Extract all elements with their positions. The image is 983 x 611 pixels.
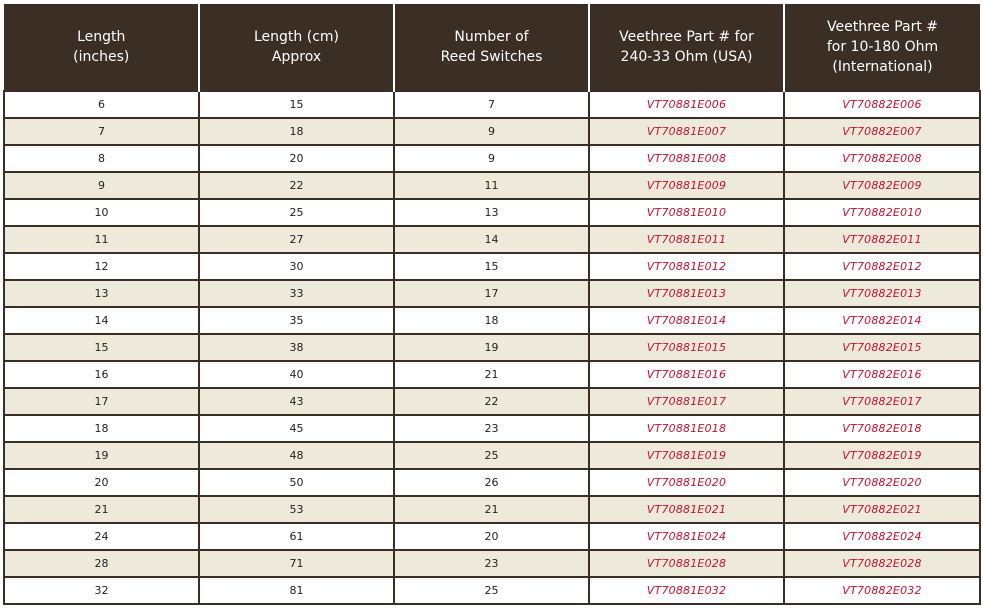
cell-length-cm: 61	[199, 523, 394, 550]
header-text-line: (inches)	[73, 49, 130, 65]
header-reed-switches	[394, 4, 589, 91]
cell-part-international: VT70882E015	[784, 334, 980, 361]
cell-length-inches: 14	[4, 307, 199, 334]
header-text-line: Reed Switches	[440, 49, 543, 65]
cell-part-usa: VT70881E024	[589, 523, 784, 550]
cell-length-inches: 9	[4, 172, 199, 199]
cell-reed-switches: 21	[394, 496, 589, 523]
header-text-line: Veethree Part #	[826, 19, 939, 35]
table-row	[4, 496, 980, 523]
cell-reed-switches: 9	[394, 118, 589, 145]
cell-part-international: VT70882E018	[784, 415, 980, 442]
cell-part-international: VT70882E009	[784, 172, 980, 199]
cell-reed-switches: 25	[394, 577, 589, 604]
table-row	[4, 388, 980, 415]
table-row	[4, 415, 980, 442]
table-row	[4, 91, 980, 118]
header-length-cm	[199, 4, 394, 91]
cell-length-cm: 33	[199, 280, 394, 307]
cell-length-inches: 20	[4, 469, 199, 496]
cell-length-cm: 30	[199, 253, 394, 280]
cell-length-inches: 18	[4, 415, 199, 442]
reed-switch-parts-table	[3, 4, 981, 605]
cell-length-cm: 25	[199, 199, 394, 226]
table-row	[4, 334, 980, 361]
cell-part-international: VT70882E014	[784, 307, 980, 334]
cell-part-usa: VT70881E008	[589, 145, 784, 172]
table-row	[4, 199, 980, 226]
header-text-line: Length	[77, 29, 126, 45]
cell-part-usa: VT70881E013	[589, 280, 784, 307]
cell-part-international: VT70882E020	[784, 469, 980, 496]
cell-length-inches: 15	[4, 334, 199, 361]
table-row	[4, 523, 980, 550]
cell-length-cm: 40	[199, 361, 394, 388]
cell-part-usa: VT70881E028	[589, 550, 784, 577]
cell-length-cm: 43	[199, 388, 394, 415]
cell-length-inches: 11	[4, 226, 199, 253]
cell-part-usa: VT70881E010	[589, 199, 784, 226]
header-text-line: Veethree Part # for	[619, 29, 754, 45]
cell-length-cm: 22	[199, 172, 394, 199]
cell-part-usa: VT70881E021	[589, 496, 784, 523]
table-row	[4, 307, 980, 334]
table-body	[4, 91, 980, 604]
cell-part-international: VT70882E008	[784, 145, 980, 172]
cell-reed-switches: 25	[394, 442, 589, 469]
cell-part-usa: VT70881E006	[589, 91, 784, 118]
cell-part-international: VT70882E017	[784, 388, 980, 415]
cell-length-inches: 19	[4, 442, 199, 469]
cell-length-inches: 6	[4, 91, 199, 118]
cell-part-international: VT70882E011	[784, 226, 980, 253]
cell-length-inches: 8	[4, 145, 199, 172]
cell-part-usa: VT70881E011	[589, 226, 784, 253]
cell-part-usa: VT70881E015	[589, 334, 784, 361]
table-row	[4, 172, 980, 199]
cell-reed-switches: 15	[394, 253, 589, 280]
table-row	[4, 577, 980, 604]
cell-part-international: VT70882E028	[784, 550, 980, 577]
cell-part-international: VT70882E006	[784, 91, 980, 118]
header-text-line: (International)	[832, 59, 933, 75]
cell-length-cm: 35	[199, 307, 394, 334]
cell-part-usa: VT70881E032	[589, 577, 784, 604]
cell-reed-switches: 18	[394, 307, 589, 334]
table-row	[4, 361, 980, 388]
cell-length-cm: 20	[199, 145, 394, 172]
cell-length-inches: 32	[4, 577, 199, 604]
table-row	[4, 442, 980, 469]
table-row	[4, 469, 980, 496]
cell-reed-switches: 17	[394, 280, 589, 307]
header-text-line: Length (cm)	[254, 29, 339, 45]
cell-part-international: VT70882E007	[784, 118, 980, 145]
cell-length-cm: 50	[199, 469, 394, 496]
header-text-line: Number of	[454, 29, 529, 45]
header-text-line: 240-33 Ohm (USA)	[620, 49, 753, 65]
header-length-inches	[4, 4, 199, 91]
header-part-usa	[589, 4, 784, 91]
cell-part-usa: VT70881E009	[589, 172, 784, 199]
cell-part-usa: VT70881E007	[589, 118, 784, 145]
cell-length-cm: 45	[199, 415, 394, 442]
cell-reed-switches: 20	[394, 523, 589, 550]
cell-length-inches: 12	[4, 253, 199, 280]
cell-part-usa: VT70881E020	[589, 469, 784, 496]
cell-length-cm: 15	[199, 91, 394, 118]
cell-part-usa: VT70881E016	[589, 361, 784, 388]
cell-part-international: VT70882E021	[784, 496, 980, 523]
table-row	[4, 280, 980, 307]
cell-reed-switches: 11	[394, 172, 589, 199]
table-header-row	[4, 4, 980, 91]
cell-reed-switches: 7	[394, 91, 589, 118]
cell-reed-switches: 22	[394, 388, 589, 415]
cell-part-international: VT70882E013	[784, 280, 980, 307]
cell-reed-switches: 19	[394, 334, 589, 361]
cell-reed-switches: 23	[394, 550, 589, 577]
cell-reed-switches: 26	[394, 469, 589, 496]
parts-table-container	[3, 4, 979, 605]
cell-part-usa: VT70881E014	[589, 307, 784, 334]
cell-length-cm: 48	[199, 442, 394, 469]
cell-part-usa: VT70881E018	[589, 415, 784, 442]
cell-length-inches: 21	[4, 496, 199, 523]
table-row	[4, 118, 980, 145]
cell-reed-switches: 14	[394, 226, 589, 253]
cell-reed-switches: 9	[394, 145, 589, 172]
cell-part-usa: VT70881E012	[589, 253, 784, 280]
cell-length-inches: 10	[4, 199, 199, 226]
cell-part-international: VT70882E012	[784, 253, 980, 280]
cell-reed-switches: 13	[394, 199, 589, 226]
cell-length-inches: 7	[4, 118, 199, 145]
cell-part-international: VT70882E032	[784, 577, 980, 604]
cell-length-inches: 24	[4, 523, 199, 550]
header-text-line: Approx	[271, 49, 322, 65]
cell-length-cm: 38	[199, 334, 394, 361]
header-part-international	[784, 4, 980, 91]
cell-reed-switches: 21	[394, 361, 589, 388]
cell-length-inches: 13	[4, 280, 199, 307]
table-row	[4, 253, 980, 280]
cell-length-cm: 18	[199, 118, 394, 145]
table-row	[4, 226, 980, 253]
cell-length-cm: 81	[199, 577, 394, 604]
cell-length-inches: 17	[4, 388, 199, 415]
cell-reed-switches: 23	[394, 415, 589, 442]
cell-part-usa: VT70881E017	[589, 388, 784, 415]
table-row	[4, 145, 980, 172]
cell-part-international: VT70882E016	[784, 361, 980, 388]
cell-length-cm: 27	[199, 226, 394, 253]
cell-part-international: VT70882E019	[784, 442, 980, 469]
table-row	[4, 550, 980, 577]
cell-length-inches: 28	[4, 550, 199, 577]
header-text-line: for 10-180 Ohm	[826, 39, 939, 55]
cell-part-international: VT70882E010	[784, 199, 980, 226]
cell-length-cm: 71	[199, 550, 394, 577]
cell-part-international: VT70882E024	[784, 523, 980, 550]
cell-length-inches: 16	[4, 361, 199, 388]
cell-length-cm: 53	[199, 496, 394, 523]
cell-part-usa: VT70881E019	[589, 442, 784, 469]
